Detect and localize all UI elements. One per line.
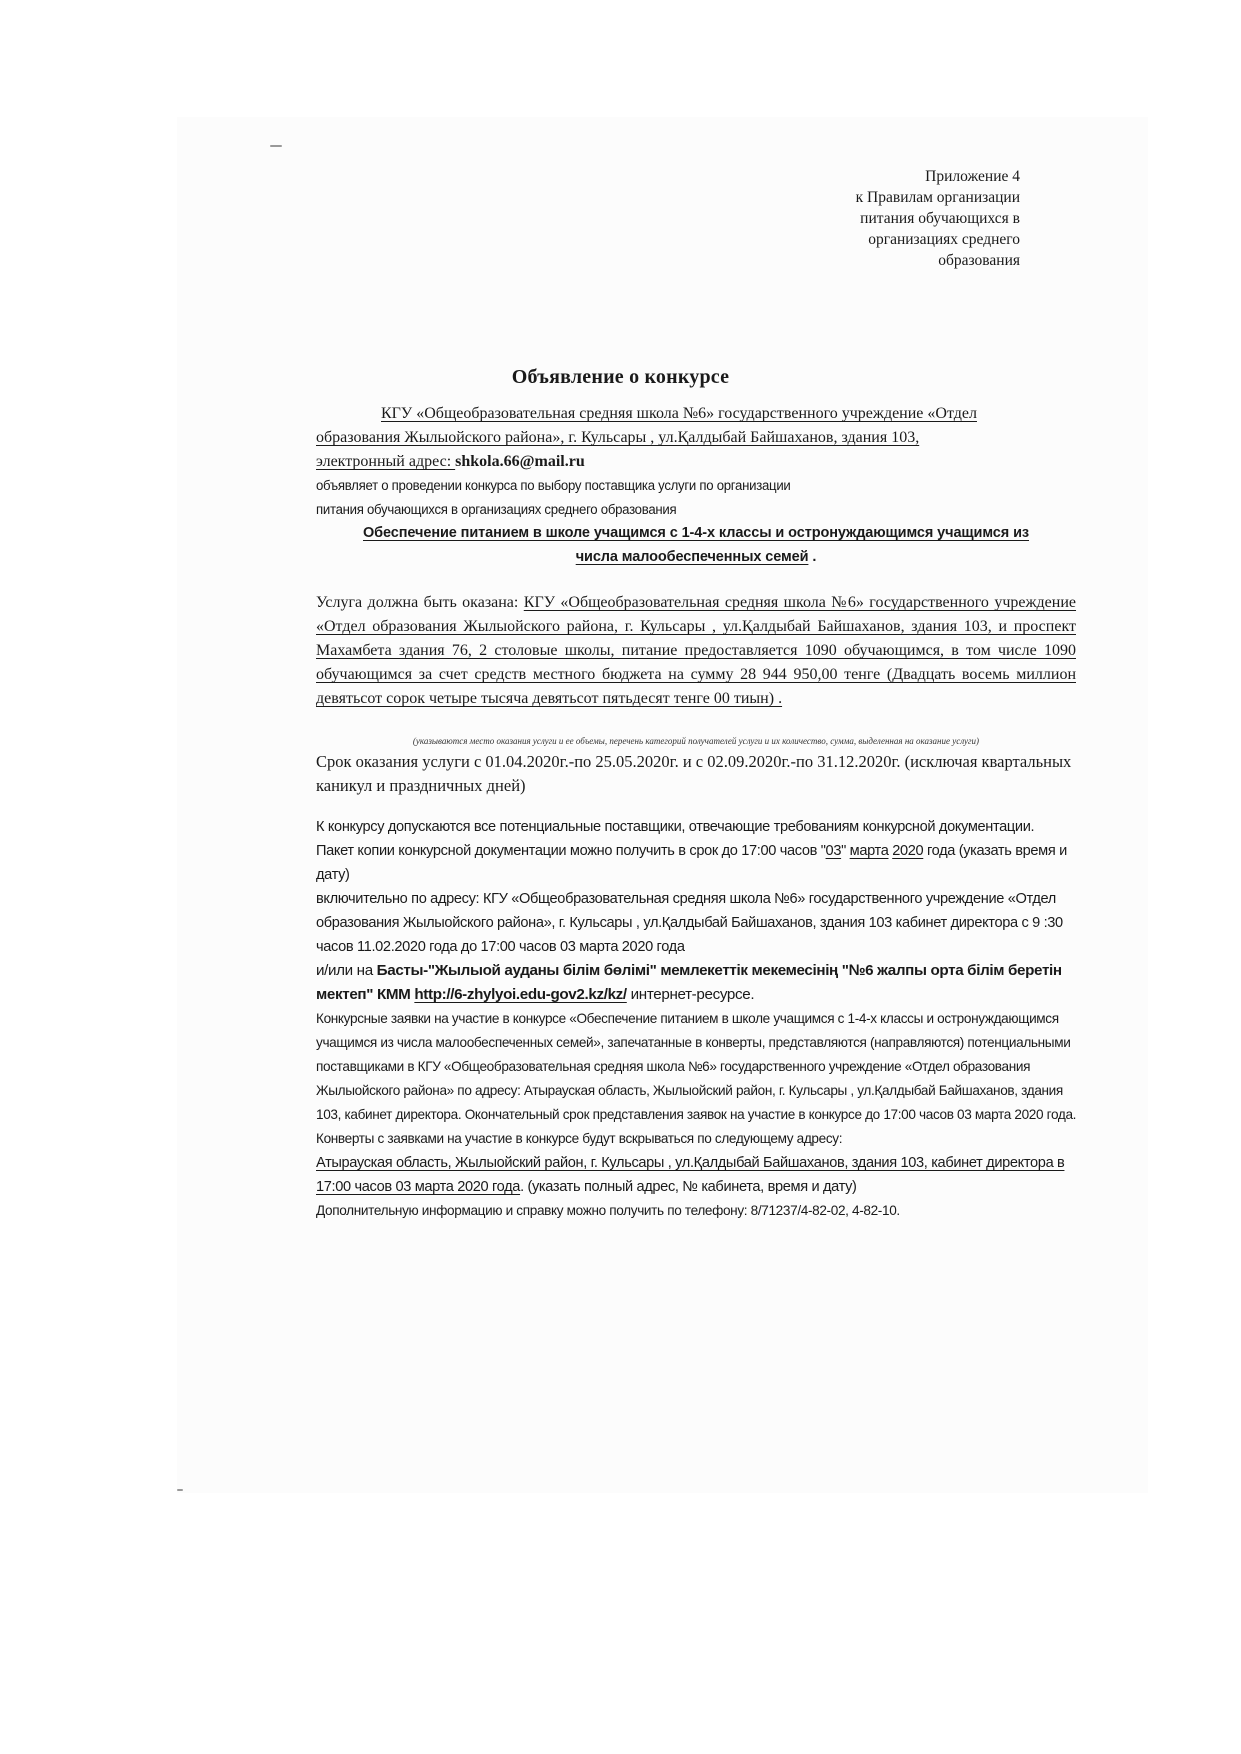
appendix-reference — [720, 166, 1020, 271]
email-address[interactable]: shkola.66@mail.ru — [455, 453, 585, 470]
service-paragraph — [316, 591, 1076, 711]
opening-address: Атырауская область, Жылыойский район, г. Кульсары , ул.Қалдыбай Байшаханов, здания 103, кабинет директора в 17:00 часов 03 марта 2020 года — [316, 1155, 1065, 1195]
online-suffix: интернет-ресурсе. — [626, 986, 755, 1003]
email-label: электронный адрес: — [316, 453, 456, 470]
opening-suffix: . (указать полный адрес, № кабинета, время и дату) — [520, 1179, 857, 1195]
subject-line: Обеспечение питанием в школе учащимся с 1-4-х классы и остронуждающимся учащимся из — [363, 525, 1029, 541]
package-paragraph: Пакет копии конкурсной документации можно получить в срок до 17:00 часов "03" марта 2020 года (указать время и дату) — [316, 843, 1067, 883]
organizer-line: образования Жылыойского района», г. Кульсары , ул.Қалдыбай Байшаханов, здания 103, — [316, 429, 920, 446]
online-paragraph — [316, 959, 1086, 1007]
package-day: 03 — [825, 843, 842, 859]
organizer-paragraph — [316, 402, 1076, 522]
applications-paragraph: Конкурсные заявки на участие в конкурсе «Обеспечение питанием в школе учащимся с 1-4-х классы и остронуждающимся учащимся из числа малообеспеченных семей», запечатанные в конверты, представляются (направляются) потенциальными поставщиками в КГУ «Общеобразовательная средняя школа №6» государственного учреждение «Отдел образования Жылыойского района» по адресу: Атырауская область, Жылыойский район, г. Кульсары , ул.Қалдыбай Байшаханов, здания 103, кабинет директора. Окончательный срок представления заявок на участие в конкурсе до 17:00 часов 03 марта 2020 года. — [316, 1011, 1077, 1122]
announce-line: питания обучающихся в организациях среднего образования — [316, 502, 677, 518]
package-year: 2020 — [892, 843, 924, 859]
package-suffix: года (указать время и дату) — [316, 843, 1067, 883]
opening-paragraph — [316, 1151, 1086, 1199]
appendix-line: питания обучающихся в — [860, 210, 1020, 227]
appendix-line: организациях среднего — [868, 231, 1020, 248]
conditions-section — [316, 815, 1086, 1223]
service-subject — [316, 521, 1076, 569]
package-month: марта — [849, 843, 889, 859]
service-term: Срок оказания услуги с 01.04.2020г.-по 25.05.2020г. и с 02.09.2020г.-по 31.12.2020г. (исключая квартальных каникул и праздничных дней) — [316, 752, 1072, 795]
appendix-line: Приложение 4 — [925, 168, 1020, 185]
announce-line: объявляет о проведении конкурса по выбору поставщика услуги по организации — [316, 478, 791, 494]
package-prefix: Пакет копии конкурсной документации можно получить в срок до 17:00 часов " — [316, 843, 826, 859]
opening-intro: Конверты с заявками на участие в конкурсе будут вскрываться по следующему адресу: — [316, 1131, 843, 1146]
contact-info: Дополнительную информацию и справку можно получить по телефону: 8/71237/4-82-02, 4-82-10. — [316, 1203, 900, 1218]
website-link[interactable]: http://6-zhylyoi.edu-gov2.kz/kz/ — [414, 986, 627, 1003]
service-text: КГУ «Общеобразовательная средняя школа №6» государственного учреждение «Отдел образования Жылыойского района, г. Кульсары , ул.Қалдыбай Байшаханов, здания 103, и проспект Махамбета здания 76, 2 столовые школы, питание предоставляется 1090 обучающимся, в том числе 1090 обучающимся за счет средств местного бюджета на сумму 28 944 950,00 тенге (Двадцать восемь миллион девятьсот сорок четыре тысяча девятьсот пятьдесят тенге 00 тиын) . — [316, 594, 1077, 707]
admission-text: К конкурсу допускаются все потенциальные поставщики, отвечающие требованиям конкурсной документации. — [316, 819, 1035, 835]
organizer-line: КГУ «Общеобразовательная средняя школа №6» государственного учреждение «Отдел — [381, 405, 977, 422]
online-prefix: и/или на — [316, 962, 377, 979]
subject-line: числа малообеспеченных семей — [575, 549, 809, 565]
copy-address: включительно по адресу: КГУ «Общеобразовательная средняя школа №6» государственного учреждение «Отдел образования Жылыойского района», г. Кульсары , ул.Қалдыбай Байшаханов, здания 103 кабинет директора с 9 :30 часов 11.02.2020 года до 17:00 часов 03 марта 2020 года — [316, 891, 1063, 955]
online-org-name: Басты-"Жылыой ауданы білім бөлімі" мемлекеттік мекемесінің "№6 жалпы орта білім беретін мектеп" КММ — [316, 962, 1062, 1003]
document-title: Объявление о конкурсе — [511, 366, 730, 388]
service-label: Услуга должна быть оказана: — [316, 594, 524, 611]
appendix-line: к Правилам организации — [855, 189, 1020, 206]
appendix-line: образования — [938, 252, 1020, 269]
subject-suffix: . — [808, 549, 817, 565]
explanatory-note: (указываются место оказания услуги и ее объемы, перечень категорий получателей услуги и их количество, сумма, выделенная на оказание услуги) — [412, 736, 980, 746]
